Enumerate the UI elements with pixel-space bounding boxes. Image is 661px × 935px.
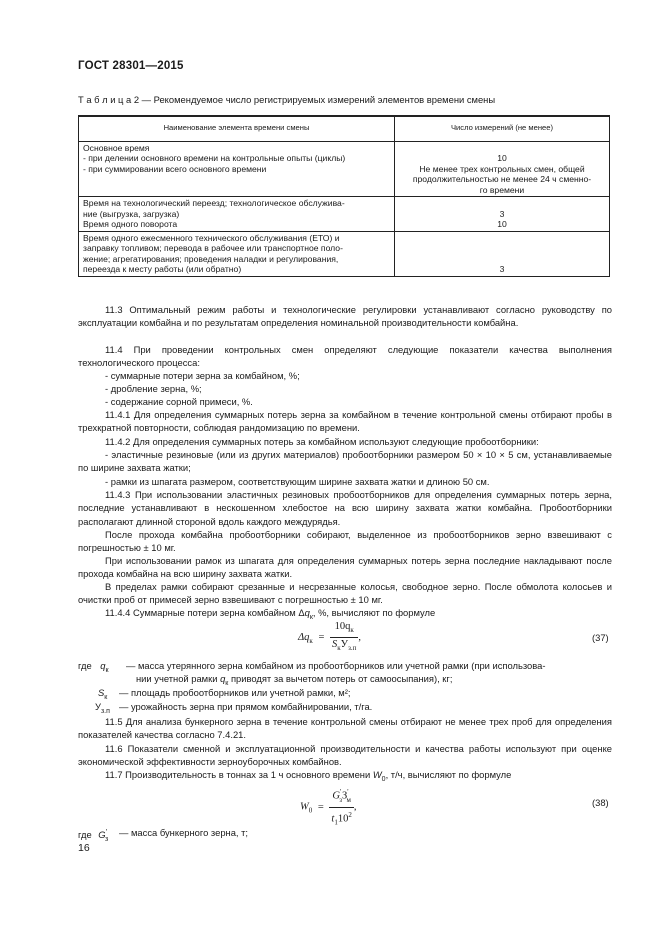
symbol: З xyxy=(341,790,348,802)
superscript: ' xyxy=(339,788,342,796)
page-number: 16 xyxy=(78,842,90,854)
symbol: q xyxy=(100,660,106,671)
formula-number: (37) xyxy=(592,632,609,643)
subscript: 1 xyxy=(334,818,338,827)
formula-number: (38) xyxy=(592,797,609,808)
cell-line: Основное время xyxy=(83,142,150,153)
cell-line: Время одного поворота xyxy=(83,219,178,229)
cell-line: Время на технологический переезд; технологическое обслужива- xyxy=(83,198,345,208)
where-row xyxy=(78,826,612,846)
fraction xyxy=(329,785,353,829)
cell-line: переезда к месту работы (или обратно) xyxy=(83,264,242,274)
cell-line xyxy=(399,198,605,209)
subscript: к xyxy=(309,613,313,621)
symbol: Δq xyxy=(298,632,310,643)
subscript: з xyxy=(104,836,109,843)
symbol: q xyxy=(220,673,226,684)
subscript: 0 xyxy=(308,806,313,815)
superscript: ' xyxy=(347,788,349,796)
cell-line: 10 xyxy=(497,219,507,229)
cell-line: 10 xyxy=(497,153,507,163)
cell-line: Не менее трех контрольных смен, общей xyxy=(419,163,585,174)
fraction xyxy=(330,620,358,655)
list-item: - дробление зерна, %; xyxy=(105,383,202,394)
definition-text: — площадь пробоотборников или учетной рамки, м²; xyxy=(119,687,351,698)
paragraph-11-4-2-a: - эластичные резиновые (или из других материалов) пробоотборники размером 50 × 10 × 5 см, устанавливаемые по ширине захвата жатки; xyxy=(78,449,612,474)
subscript: к xyxy=(105,666,109,674)
text-run: приводят за вычетом потерь от самоосыпания), кг; xyxy=(228,673,453,684)
subscript: з.п xyxy=(100,707,110,715)
list-item: - содержание сорной примеси, %. xyxy=(105,396,253,407)
subscript: к xyxy=(350,626,354,635)
table-cell xyxy=(79,141,395,197)
paragraph-after-pass: После прохода комбайна пробоотборники собирают, выделенное из пробоотборников зерно взвешивают с погрешностью ± 10 мг. xyxy=(78,529,612,554)
table-caption: Т а б л и ц а 2 — Рекомендуемое число регистрируемых измерений элементов времени смены xyxy=(78,94,496,105)
column-header: Наименование элемента времени смены xyxy=(79,116,395,141)
paragraph-11-3: 11.3 Оптимальный режим работы и технологические регулировки устанавливают согласно руководству по эксплуатации комбайна и по результатам определения номинальной производительности комбайна. xyxy=(78,304,612,329)
superscript: 2 xyxy=(348,810,352,819)
cell-line: жение; агрегатирования; проведения наладки и регулирования, xyxy=(83,253,339,264)
cell-line: го времени xyxy=(479,184,525,195)
subscript: м xyxy=(346,795,351,804)
symbol: G xyxy=(332,790,340,802)
symbol: S xyxy=(98,687,105,698)
symbol: У xyxy=(95,701,101,712)
numerator: 10q xyxy=(334,621,351,632)
symbol: W xyxy=(372,769,382,780)
paragraph-11-4-3: 11.4.3 При использовании эластичных резиновых пробоотборников для определения суммарных потерь зерна, последние устанавливают в нескошенном хлебостое на всю ширину захвата жатки комбайна. Пробоотборники располагают длинной стороной вдоль каждого междурядья. xyxy=(78,489,612,527)
cell-line: - при делении основного времени на контрольные опыты (циклы) xyxy=(83,153,346,163)
paragraph-11-4-1: 11.4.1 Для определения суммарных потерь зерна за комбайном в течение контрольной смены отбирают пробы в трехкратной повторности, соблюдая рандомизацию по времени. xyxy=(78,409,612,434)
table-cell xyxy=(395,231,610,276)
symbol: t xyxy=(331,813,335,825)
paragraph-11-4: 11.4 При проведении контрольных смен определяют следующие показатели качества выполнения технологического процесса: xyxy=(78,344,612,369)
paragraph-11-4-2-b: - рамки из шпагата размером, соответствующим ширине захвата жатки и длиною 50 см. xyxy=(105,476,490,487)
subscript: к xyxy=(309,637,313,646)
cell-line: продолжительностью не менее 24 ч сменно- xyxy=(412,174,592,184)
definition-text: — масса утерянного зерна комбайном из пробоотборников или учетной рамки (при использова- xyxy=(126,660,546,671)
table-row xyxy=(79,141,610,197)
paragraph-frames: При использовании рамок из шпагата для определения суммарных потерь зерна последние накладывают после прохода комбайна на всю ширину захвата жатки. xyxy=(78,555,612,580)
text-run: , %, вычисляют по формуле xyxy=(312,607,436,618)
subscript: к xyxy=(337,644,341,653)
subscript: к xyxy=(104,693,108,701)
formula-37: $\Delta q_к$ = $\frac{10q_к}{S_кУ_{з.п}}$ , xyxy=(298,620,361,655)
where-label: где xyxy=(78,829,92,841)
paragraph-11-7 xyxy=(78,768,639,786)
table-cell xyxy=(395,141,610,197)
table-cell xyxy=(79,231,395,276)
table-row xyxy=(79,197,610,232)
column-header: Число измерений (не менее) xyxy=(395,116,610,141)
where-label: где xyxy=(78,660,92,671)
cell-line: 3 xyxy=(499,264,505,274)
paragraph-11-4-2: 11.4.2 Для определения суммарных потерь за комбайном используют следующие пробоотборники: xyxy=(105,436,539,447)
paragraph-11-6: 11.6 Показатели сменной и эксплуатационной производительности и качества работы используют при оценке экономической эффективности зерноуборочных комбайнов. xyxy=(78,743,612,768)
text-run: 11.7 Производительность в тоннах за 1 ч основного времени xyxy=(105,769,373,780)
definition-text: — урожайность зерна при прямом комбайнировании, т/га. xyxy=(119,701,373,712)
symbol: У xyxy=(340,639,349,651)
list-item: - суммарные потери зерна за комбайном, %; xyxy=(105,370,300,381)
subscript: к xyxy=(225,679,229,687)
cell-line: 3 xyxy=(499,208,505,219)
superscript: ' xyxy=(105,829,107,836)
paragraph-11-5: 11.5 Для анализа бункерного зерна в течение контрольной смены отбирают не менее трех проб для определения показателей качества согласно 7.4.21. xyxy=(78,716,612,741)
definition-text: — масса бункерного зерна, т; xyxy=(119,827,249,838)
paragraph-inside-frame: В пределах рамки собирают срезанные и несрезанные колосья, свободное зерно. После обмолота колосьев и очистки проб от примесей зерно взвешивают с погрешностью ± 10 мг. xyxy=(78,581,612,606)
cell-line: Время одного ежесменного технического обслуживания (ЕТО) и xyxy=(83,232,340,243)
text-run: 11.4.4 Суммарные потери зерна комбайном Δ xyxy=(105,607,305,618)
symbol: G xyxy=(98,829,106,841)
number: 10 xyxy=(337,813,349,825)
table-header-row xyxy=(79,116,610,141)
table-row xyxy=(79,231,610,276)
subscript: 0 xyxy=(381,775,386,783)
cell-line: ние (выгрузка, загрузка) xyxy=(83,208,180,219)
symbol: W xyxy=(300,801,309,813)
cell-line xyxy=(399,143,605,154)
symbol: S xyxy=(332,639,338,651)
text-run: , т/ч, вычисляют по формуле xyxy=(385,769,512,780)
formula-38: $W_0$ = $\frac{G'_зЗ'_м}{t_110^2}$ , xyxy=(300,785,356,829)
text-run: нии учетной рамки xyxy=(136,673,221,684)
standard-header: ГОСТ 28301—2015 xyxy=(78,60,184,72)
symbol: q xyxy=(304,607,310,618)
cell-line: заправку топливом; перевода в рабочее или транспортное поло- xyxy=(83,243,343,253)
subscript: з.п xyxy=(348,644,357,653)
cell-line: - при суммировании всего основного времени xyxy=(83,163,267,174)
table-cell xyxy=(395,197,610,232)
measurements-table xyxy=(78,115,610,277)
subscript: з xyxy=(339,795,342,804)
table-cell xyxy=(79,197,395,232)
